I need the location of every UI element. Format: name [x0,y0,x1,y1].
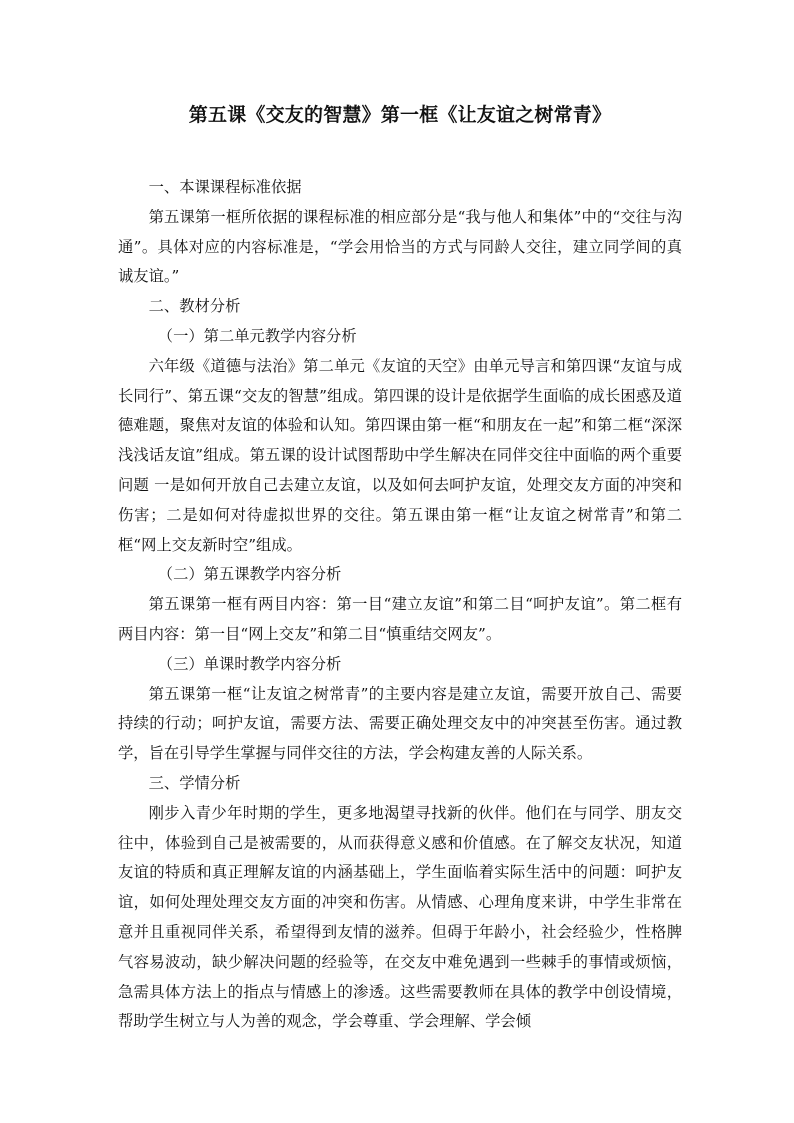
paragraph-curriculum-basis: 第五课第一框所依据的课程标准的相应部分是“我与他人和集体”中的“交往与沟通”。具体对应的内容标准是，“学会用恰当的方式与同龄人交往，建立同学间的真诚友谊。” [118,207,682,286]
paragraph-learner-analysis: 刚步入青少年时期的学生，更多地渴望寻找新的伙伴。他们在与同学、朋友交往中，体验到自己是被需要的，从而获得意义感和价值感。在了解交友状况，知道友谊的特质和真正理解友谊的内涵基础上，学生面临着实际生活中的问题：呵护友谊，如何处理处理交友方面的冲突和伤害。从情感、心理角度来讲，中学生非常在意并且重视同伴关系，希望得到友情的滋养。但碍于年龄小，社会经验少，性格脾气容易波动，缺少解决问题的经验等，在交友中难免遇到一些棘手的事情或烦恼，急需具体方法上的指点与情感上的渗透。这些需要教师在具体的教学中创设情境，帮助学生树立与人为善的观念，学会尊重、学会理解、学会倾 [118,803,682,1031]
subheading-unit-analysis: （一）第二单元教学内容分析 [157,326,357,345]
document-title: 第五课《交友的智慧》第一框《让友谊之树常青》 [188,104,612,126]
subheading-lesson-analysis: （二）第五课教学内容分析 [157,565,342,584]
paragraph-single-period-analysis: 第五课第一框“让友谊之树常青”的主要内容是建立友谊，需要开放自己、需要持续的行动；呵护友谊，需要方法、需要正确处理交友中的冲突甚至伤害。通过教学，旨在引导学生掌握与同伴交往的方法，学会构建友善的人际关系。 [118,684,682,763]
paragraph-unit-analysis: 六年级《道德与法治》第二单元《友谊的天空》由单元导言和第四课“友谊与成长同行”、第五课“交友的智慧”组成。第四课的设计是依据学生面临的成长困惑及道德难题，聚焦对友谊的体验和认知。第四课由第一框“和朋友在一起”和第二框“深深浅浅话友谊”组成。第五课的设计试图帮助中学生解决在同伴交往中面临的两个重要问题 一是如何开放自己去建立友谊，以及如何去呵护友谊，处理交友方面的冲突和伤害；二是如何对待虚拟世界的交往。第五课由第一框“让友谊之树常青”和第二框“网上交友新时空”组成。 [118,356,682,554]
paragraph-lesson-analysis: 第五课第一框有两目内容：第一目“建立友谊”和第二目“呵护友谊”。第二框有两目内容：第一目“网上交友”和第二目“慎重结交网友”。 [118,595,682,643]
section-heading-curriculum-basis: 一、本课课程标准依据 [148,178,302,196]
section-heading-learner-analysis: 三、学情分析 [148,773,241,792]
section-heading-textbook-analysis: 二、教材分析 [148,297,241,316]
subheading-single-period-analysis: （三）单课时教学内容分析 [157,654,342,673]
